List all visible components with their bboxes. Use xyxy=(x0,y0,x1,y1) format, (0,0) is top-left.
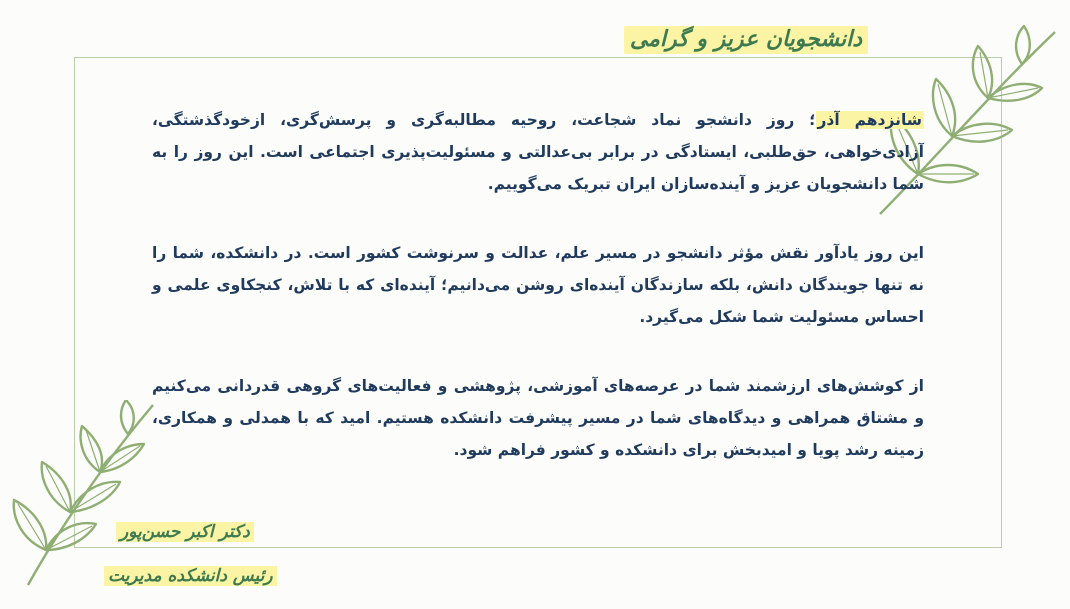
paragraph-2: این روز یادآور نقش مؤثر دانشجو در مسیر علم، عدالت و سرنوشت کشور است. در دانشکده، شما را نه تنها جویندگان دانش، بلکه سازندگان آینده‌ای روشن می‌دانیم؛ آینده‌ای که با تلاش، کنجکاوی علمی و احساس مسئولیت شما شکل می‌گیرد. xyxy=(152,244,924,326)
letter-body xyxy=(152,104,924,503)
leaf-branch-icon xyxy=(8,400,158,590)
highlight-date: شانزدهم آذر xyxy=(817,111,923,129)
paragraph-1 xyxy=(152,104,924,200)
paragraph-1-text: ؛ روز دانشجو نماد شجاعت، روحیه مطالبه‌گری و پرسش‌گری، ازخودگذشتگی، آزادی‌خواهی، حق‌طلبی، ایستادگی در برابر بی‌عدالتی و مسئولیت‌پذیری اجتماعی است. این روز را به شما دانشجویان عزیز و آینده‌سازان ایران تبریک می‌گوییم. xyxy=(152,111,924,193)
paragraph-3: از کوشش‌های ارزشمند شما در عرصه‌های آموزشی، پژوهشی و فعالیت‌های گروهی قدردانی می‌کنیم و مشتاق همراهی و دیدگاه‌های شما در مسیر پیشرفت دانشکده هستیم. امید که با همدلی و همکاری، زمینه رشد پویا و امیدبخش برای دانشکده و کشور فراهم شود. xyxy=(152,377,924,459)
signature-role: رئیس دانشکده مدیریت xyxy=(104,566,277,586)
page-title: دانشجویان عزیز و گرامی xyxy=(624,26,868,54)
signature-name: دکتر اکبر حسن‌پور xyxy=(116,522,254,542)
